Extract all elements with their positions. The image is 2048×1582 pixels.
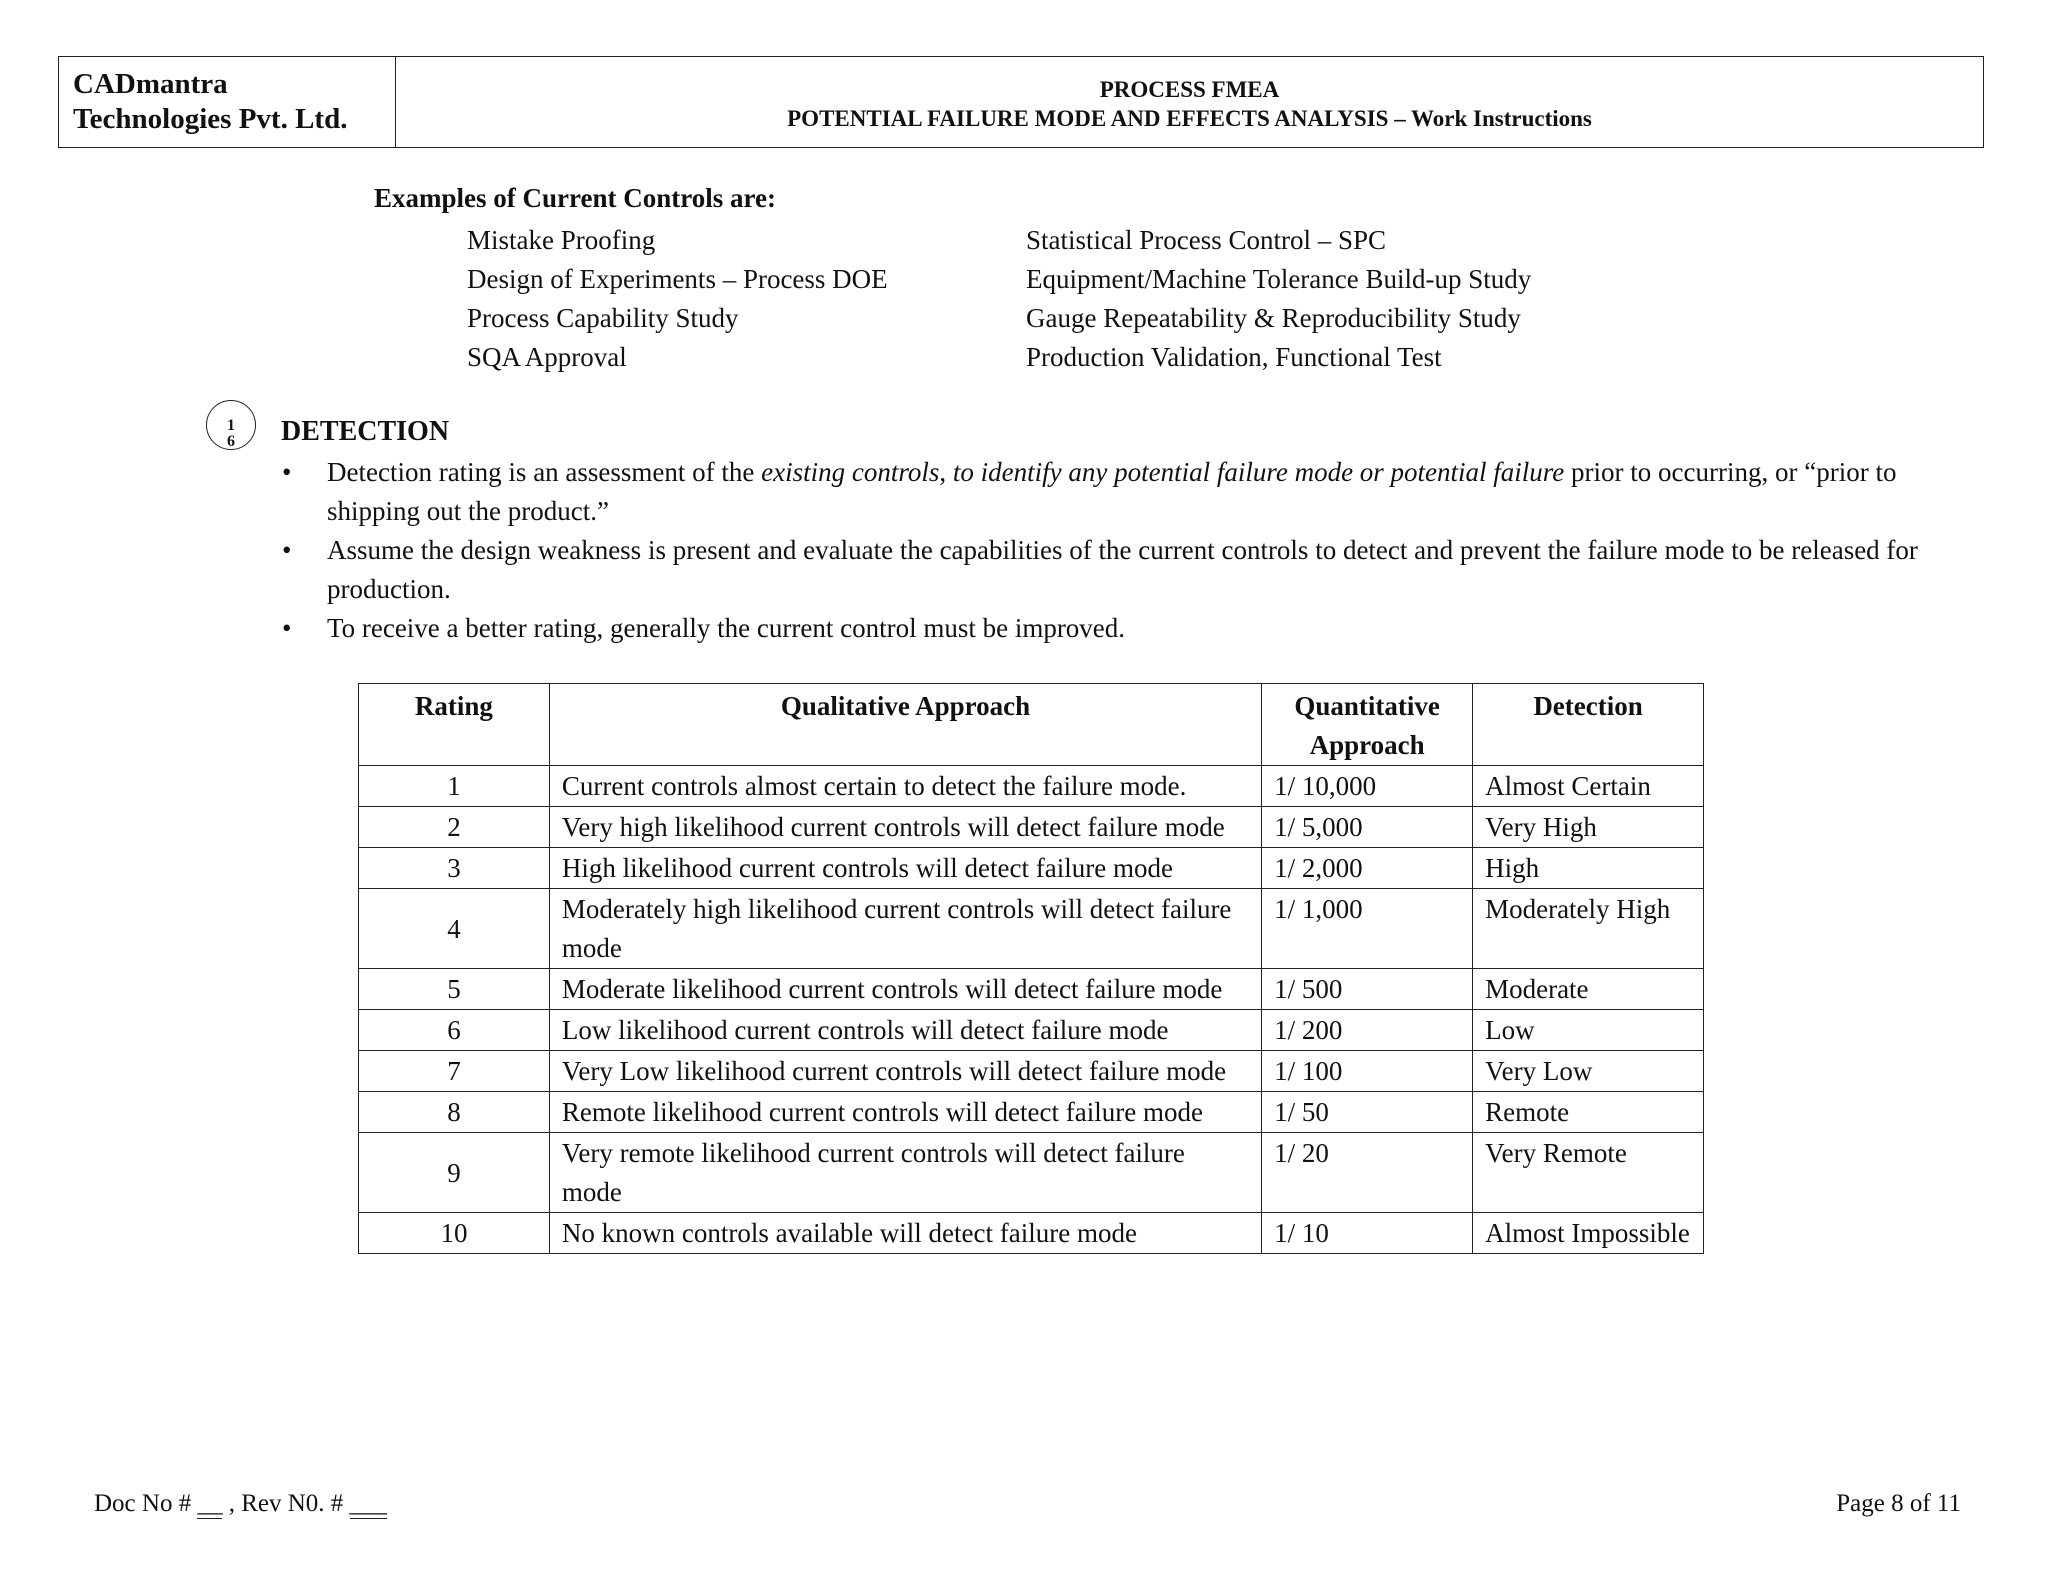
- section-number-circle: [206, 400, 256, 450]
- bullet-text-part: ,: [939, 457, 953, 487]
- quantitative-cell: 1/ 200: [1262, 1010, 1473, 1051]
- bullet-text: [327, 453, 1982, 531]
- qualitative-cell: Current controls almost certain to detect the failure mode.: [549, 766, 1261, 807]
- bullet-item: [282, 453, 1982, 531]
- company-name-line2: Technologies Pvt. Ltd.: [73, 103, 348, 135]
- bullet-item: [282, 609, 1982, 648]
- rating-cell: 9: [359, 1133, 550, 1213]
- example-item: SQA Approval: [467, 342, 627, 372]
- doc-number-label: Doc No #: [94, 1490, 192, 1517]
- revision-label: , Rev N0. #: [228, 1490, 344, 1517]
- quantitative-cell: 1/ 5,000: [1262, 807, 1473, 848]
- table-row: [359, 1010, 1704, 1051]
- rating-cell: 7: [359, 1051, 550, 1092]
- bullet-text-part: Detection rating is an assessment of the: [327, 457, 762, 487]
- column-header-qualitative: Qualitative Approach: [549, 684, 1261, 766]
- examples-right-column: [1026, 221, 1531, 377]
- bullet-text: To receive a better rating, generally the current control must be improved.: [327, 613, 1126, 643]
- example-item: Equipment/Machine Tolerance Build-up Study: [1026, 264, 1532, 294]
- examples-heading: Examples of Current Controls are:: [374, 183, 776, 213]
- bullet-text-part: prior to occurring, or “prior to shipping out the product.”: [327, 457, 1897, 526]
- column-header-quantitative: Quantitative Approach: [1262, 684, 1473, 766]
- quantitative-cell: 1/ 10,000: [1262, 766, 1473, 807]
- detection-cell: Almost Certain: [1473, 766, 1704, 807]
- detection-cell: Very Remote: [1473, 1133, 1704, 1213]
- rating-cell: 8: [359, 1092, 550, 1133]
- table-row: [359, 1213, 1704, 1254]
- qualitative-cell: Low likelihood current controls will detect failure mode: [549, 1010, 1261, 1051]
- revision-blank: ___: [349, 1490, 388, 1517]
- document-title-line2: POTENTIAL FAILURE MODE AND EFFECTS ANALYSIS – Work Instructions: [787, 106, 1592, 131]
- table-row: [359, 1092, 1704, 1133]
- rating-cell: 1: [359, 766, 550, 807]
- qualitative-cell: Very high likelihood current controls will detect failure mode: [549, 807, 1261, 848]
- footer-doc-info: [94, 1490, 387, 1519]
- example-item: Statistical Process Control – SPC: [1026, 225, 1387, 255]
- quantitative-cell: 1/ 50: [1262, 1092, 1473, 1133]
- bullet-marker: •: [282, 535, 292, 565]
- table-row: [359, 1051, 1704, 1092]
- qualitative-cell: No known controls available will detect failure mode: [549, 1213, 1261, 1254]
- document-header: [58, 56, 1984, 148]
- rating-cell: 10: [359, 1213, 550, 1254]
- quantitative-cell: 1/ 20: [1262, 1133, 1473, 1213]
- bullet-list: [282, 453, 1982, 648]
- qualitative-cell: Very Low likelihood current controls will detect failure mode: [549, 1051, 1261, 1092]
- qualitative-cell: Very remote likelihood current controls will detect failure mode: [549, 1133, 1261, 1213]
- detection-cell: Very High: [1473, 807, 1704, 848]
- document-title-line1: PROCESS FMEA: [1099, 77, 1280, 102]
- rating-cell: 3: [359, 848, 550, 889]
- qualitative-cell: Remote likelihood current controls will detect failure mode: [549, 1092, 1261, 1133]
- table-row: [359, 969, 1704, 1010]
- section-number-line2: 6: [227, 433, 235, 450]
- bullet-item: [282, 531, 1982, 609]
- rating-cell: 2: [359, 807, 550, 848]
- detection-cell: Moderate: [1473, 969, 1704, 1010]
- table-row: [359, 889, 1704, 969]
- quantitative-cell: 1/ 1,000: [1262, 889, 1473, 969]
- detection-cell: High: [1473, 848, 1704, 889]
- table-row: [359, 1133, 1704, 1213]
- detection-cell: Low: [1473, 1010, 1704, 1051]
- example-item: Mistake Proofing: [467, 225, 656, 255]
- quantitative-cell: 1/ 2,000: [1262, 848, 1473, 889]
- bullet-marker: •: [282, 613, 292, 643]
- bullet-marker: •: [282, 457, 292, 487]
- rating-cell: 6: [359, 1010, 550, 1051]
- company-name: [59, 57, 396, 147]
- column-header-rating: Rating: [359, 684, 550, 766]
- detection-rating-table: [358, 683, 1704, 1254]
- bullet-emphasis: existing controls: [761, 457, 940, 487]
- column-header-detection: Detection: [1473, 684, 1704, 766]
- table-row: [359, 848, 1704, 889]
- example-item: Process Capability Study: [467, 303, 739, 333]
- example-item: Gauge Repeatability & Reproducibility Study: [1026, 303, 1521, 333]
- detection-cell: Moderately High: [1473, 889, 1704, 969]
- table-row: [359, 766, 1704, 807]
- detection-cell: Very Low: [1473, 1051, 1704, 1092]
- example-item: Production Validation, Functional Test: [1026, 342, 1442, 372]
- qualitative-cell: Moderately high likelihood current controls will detect failure mode: [549, 889, 1261, 969]
- detection-cell: Almost Impossible: [1473, 1213, 1704, 1254]
- doc-number-blank: __: [197, 1490, 223, 1517]
- bullet-text: Assume the design weakness is present and evaluate the capabilities of the current controls to detect and prevent the failure mode to be released for production.: [327, 535, 1918, 604]
- company-name-line1: CADmantra: [73, 68, 228, 100]
- examples-left-column: [467, 221, 888, 377]
- quantitative-cell: 1/ 10: [1262, 1213, 1473, 1254]
- quantitative-cell: 1/ 100: [1262, 1051, 1473, 1092]
- quantitative-cell: 1/ 500: [1262, 969, 1473, 1010]
- document-title: [396, 57, 1983, 147]
- page-number: Page 8 of 11: [1836, 1490, 1961, 1517]
- section-title: DETECTION: [281, 416, 450, 447]
- rating-cell: 5: [359, 969, 550, 1010]
- table-row: [359, 807, 1704, 848]
- section-number-line1: 1: [227, 417, 235, 434]
- example-item: Design of Experiments – Process DOE: [467, 264, 888, 294]
- detection-cell: Remote: [1473, 1092, 1704, 1133]
- table-header-row: [359, 684, 1704, 766]
- bullet-emphasis: to identify any potential failure mode or potential failure: [952, 457, 1565, 487]
- qualitative-cell: High likelihood current controls will detect failure mode: [549, 848, 1261, 889]
- rating-cell: 4: [359, 889, 550, 969]
- qualitative-cell: Moderate likelihood current controls will detect failure mode: [549, 969, 1261, 1010]
